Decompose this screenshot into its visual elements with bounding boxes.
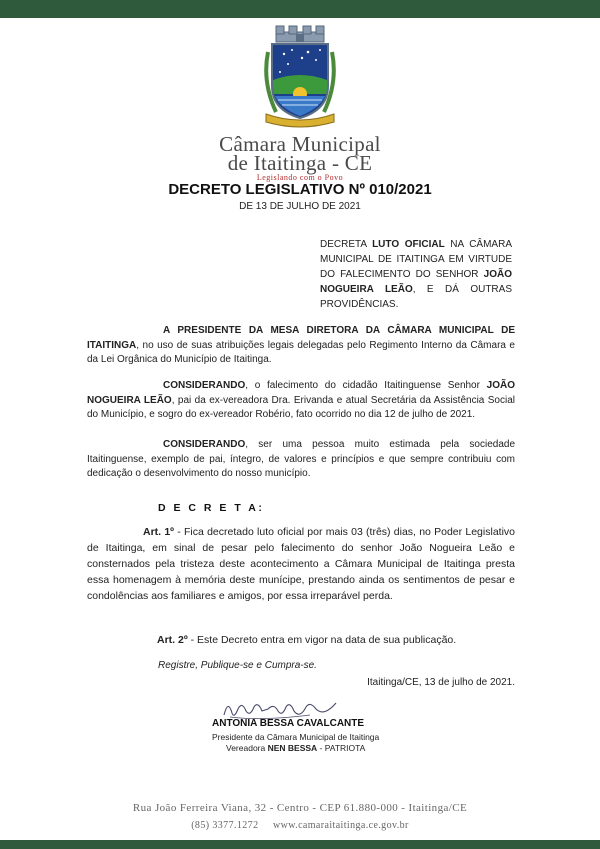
org-motto: Legislando com o Povo [256, 173, 344, 182]
top-green-bar [0, 0, 600, 18]
signatory-title: Vereadora NEN BESSA - PATRIOTA [226, 743, 366, 753]
crown-icon [276, 26, 324, 42]
considerando-paragraph-2: CONSIDERANDO, ser uma pessoa muito estimada pela sociedade Itaitinguense, exemplo de pai, íntegro, de valores e princípios e que sempre contribuiu com dedicação o desenvolvimento do nosso município. [87, 439, 515, 479]
coat-of-arms-logo [262, 22, 338, 130]
signatory-role: Presidente da Câmara Municipal de Itaitinga [212, 732, 380, 742]
document-title: DECRETO LEGISLATIVO Nº 010/2021 [168, 181, 432, 198]
document-date: DE 13 DE JULHO DE 2021 [239, 201, 361, 212]
ementa: DECRETA LUTO OFICIAL NA CÂMARA MUNICIPAL DE ITAITINGA EM VIRTUDE DO FALECIMENTO DO SENHOR JOÃO NOGUEIRA LEÃO, E DÁ OUTRAS PROVIDÊNCIAS. [320, 239, 512, 310]
considerando-paragraph-1: CONSIDERANDO, o falecimento do cidadão Itaitinguense Senhor JOÃO NOGUEIRA LEÃO, pai da ex-vereadora Dra. Erivanda e atual Secretária da Assistência Social do Município, e sogro do ex-vereador Robério, fato ocorrido no dia 12 de julho de 2021. [87, 380, 516, 420]
org-name-line2: de Itaitinga - CE [227, 151, 373, 175]
signatory-name: ANTONIA BESSA CAVALCANTE [212, 718, 365, 729]
bottom-green-bar [0, 840, 600, 849]
article-1: Art. 1º - Fica decretado luto oficial por mais 03 (três) dias, no Poder Legislativo de Itaitinga, em sinal de pesar pelo falecimento do senhor João Nogueira Leão e consternados pela tristeza deste acontecimento a Câmara Municipal de Itaitinga presta essa homenagem à memória deste munícipe, prestando ainda os sentimentos de pesar e condolências aos familiares e amigos, por essa irreparável perda. [87, 526, 515, 602]
footer-address: Rua João Ferreira Viana, 32 - Centro - CEP 61.880-000 - Itaitinga/CE [132, 802, 468, 814]
org-name-line1: Câmara Municipal [219, 132, 381, 156]
article-2: Art. 2º - Este Decreto entra em vigor na data de sua publicação. [157, 634, 457, 646]
place-and-date: Itaitinga/CE, 13 de julho de 2021. [367, 677, 515, 688]
registre-line: Registre, Publique-se e Cumpra-se. [158, 660, 317, 671]
footer-contact: (85) 3377.1272 www.camaraitaitinga.ce.gov.br [191, 820, 409, 831]
preamble-paragraph: A PRESIDENTE DA MESA DIRETORA DA CÂMARA MUNICIPAL DE ITAITINGA, no uso de suas atribuições legais delegadas pelo Regimento Interno da Câmara e da Lei Orgânica do Município de Itaitinga. [87, 325, 515, 365]
decreta-heading: D E C R E T A: [158, 502, 265, 514]
